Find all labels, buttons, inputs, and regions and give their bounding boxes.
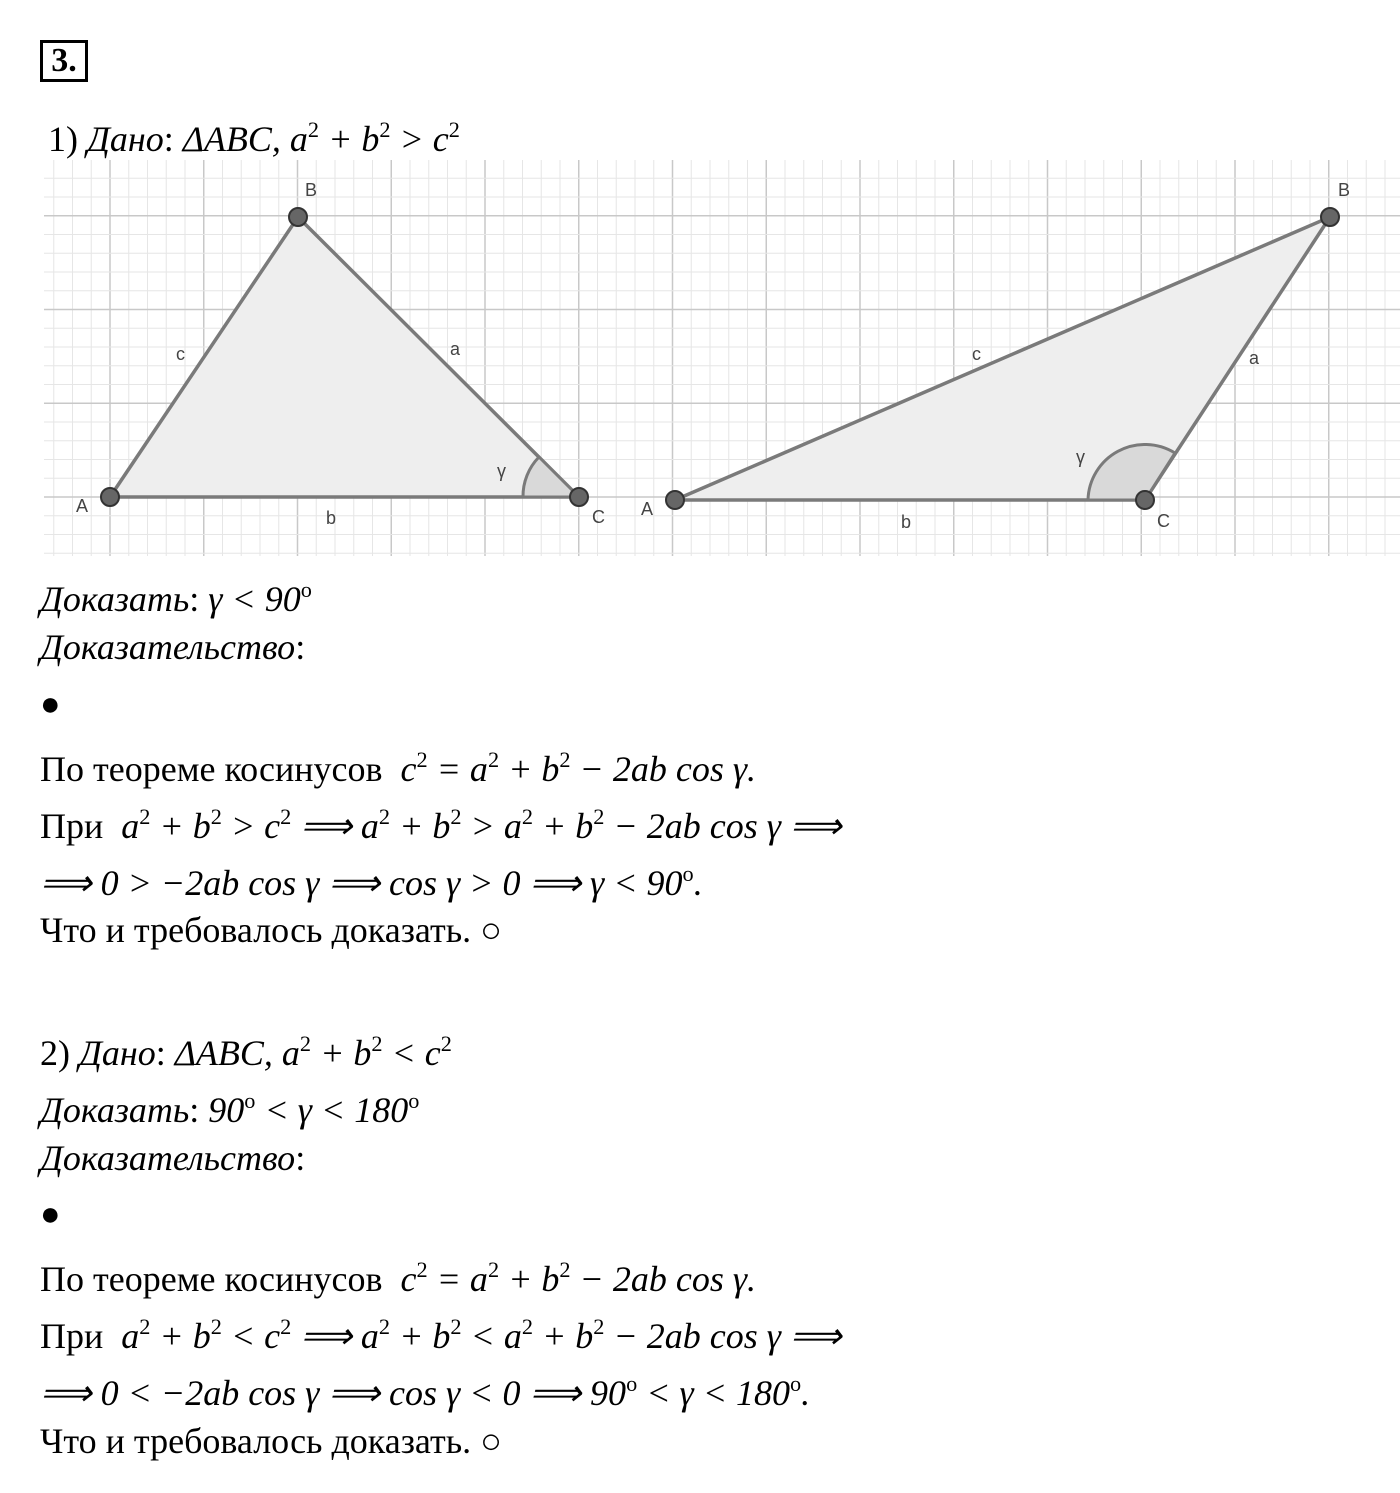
part2-given-word: Дано: [79, 1032, 156, 1073]
right-label-gamma: γ: [1076, 447, 1085, 467]
left-label-gamma: γ: [497, 461, 506, 481]
part1-proof-heading: Доказательство:: [40, 627, 306, 667]
right-label-b: B: [1338, 180, 1351, 200]
part2-line2-text: При: [40, 1315, 104, 1356]
left-triangle: [76, 180, 605, 528]
left-label-b: B: [305, 180, 318, 200]
part2-qed: Что и требовалось доказать. ○: [40, 1421, 502, 1461]
part1-given-expr: ΔABC, $a^2 + b^2 > c^2$: [182, 117, 460, 159]
part2-line3-expr: ⟹ 0 < −2ab cos γ ⟹ cos γ < 0 ⟹ $90^o < \gamma < 180^o$.: [40, 1371, 811, 1413]
part1-line3: [40, 852, 703, 905]
right-label-side-a: a: [1249, 348, 1260, 368]
part2-prove-expr: $90^o < \gamma < 180^o$: [208, 1088, 420, 1130]
part2-prove: Доказать: $90^o < \gamma < 180^o$: [40, 1088, 420, 1130]
part1-given-word: Дано: [87, 118, 164, 159]
right-point-b: [1321, 208, 1339, 226]
right-point-a: [666, 491, 684, 509]
left-label-side-a: a: [450, 339, 461, 359]
part1-line2: [40, 795, 842, 848]
part1-bullet: ●: [40, 686, 61, 723]
part1-line2-expr: $a^2 + b^2 > c^2$ ⟹ $a^2 + b^2 > a^2 + b^2 - 2ab$ cos γ ⟹: [121, 804, 842, 846]
part1-prove-expr: $\gamma < 90^o$: [208, 577, 312, 619]
part2-line1: [40, 1248, 756, 1301]
left-point-b: [289, 208, 307, 226]
part2-line3: [40, 1362, 810, 1415]
left-label-a: A: [76, 496, 89, 516]
part2-prove-word: Доказать: [40, 1089, 190, 1130]
left-label-side-c: c: [176, 344, 185, 364]
part2-given: 2) Дано: ΔABC, $a^2 + b^2 < c^2$: [40, 1031, 452, 1073]
left-point-c: [570, 488, 588, 506]
part1-line1-expr: $c^2 = a^2 + b^2 - 2ab$ cos γ.: [400, 747, 757, 789]
left-point-a: [101, 488, 119, 506]
right-point-c: [1136, 491, 1154, 509]
part2-line2-expr: $a^2 + b^2 < c^2$ ⟹ $a^2 + b^2 < a^2 + b^2 - 2ab$ cos γ ⟹: [121, 1314, 842, 1356]
part1-qed: Что и требовалось доказать. ○: [40, 910, 502, 950]
part1-line1-text: По теореме косинусов: [40, 748, 383, 789]
part2-prefix: 2): [40, 1032, 70, 1073]
left-label-c: C: [592, 507, 605, 527]
part1-prove-word: Доказать: [40, 578, 190, 619]
right-label-side-c: c: [972, 344, 981, 364]
right-triangle-shape: [675, 217, 1330, 500]
part2-proof-heading: Доказательство:: [40, 1138, 306, 1178]
part1-line1: [40, 738, 756, 791]
right-label-c: C: [1157, 511, 1170, 531]
part1-proof-word: Доказательство: [40, 627, 296, 667]
right-label-a: A: [641, 499, 654, 519]
part2-line1-expr: $c^2 = a^2 + b^2 - 2ab$ cos γ.: [400, 1257, 757, 1299]
right-label-side-b: b: [901, 512, 912, 532]
part1-given: 1) Дано: ΔABC, $a^2 + b^2 > c^2$: [48, 117, 460, 159]
part2-proof-word: Доказательство: [40, 1138, 296, 1178]
part1-prefix: 1): [48, 118, 78, 159]
part2-bullet: ●: [40, 1196, 61, 1233]
part1-line3-expr: ⟹ 0 > −2ab cos γ ⟹ cos γ > 0 ⟹ $\gamma < 90^o$.: [40, 861, 703, 903]
left-label-side-b: b: [326, 508, 337, 528]
part2-line1-text: По теореме косинусов: [40, 1258, 383, 1299]
part2-line2: [40, 1305, 842, 1358]
part1-line2-text: При: [40, 805, 104, 846]
part1-prove: Доказать: $\gamma < 90^o$: [40, 577, 312, 619]
triangles-figure: [0, 0, 1400, 560]
part2-given-expr: ΔABC, $a^2 + b^2 < c^2$: [174, 1031, 452, 1073]
problem-number: 3.: [40, 40, 88, 82]
